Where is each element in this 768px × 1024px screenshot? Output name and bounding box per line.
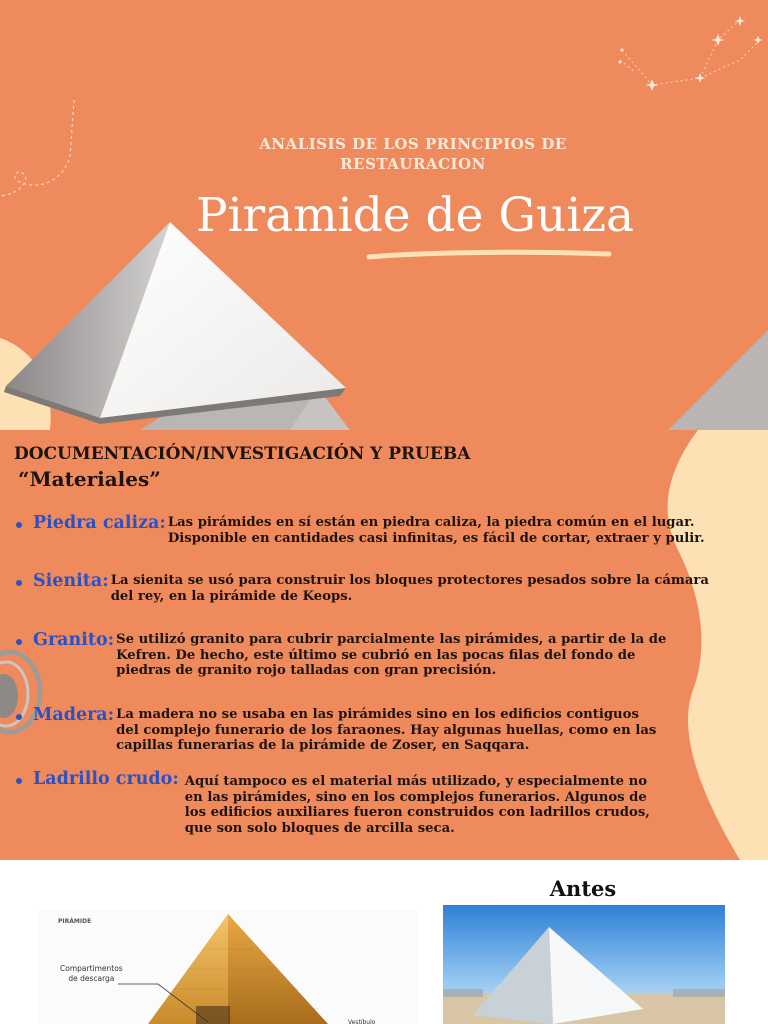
- subtitle-line-1: ANALISIS DE LOS PRINCIPIOS DE: [259, 135, 567, 153]
- diagram-label-right: Vestíbulo: [348, 1019, 376, 1024]
- material-item-madera: [16, 704, 656, 754]
- bullet-icon: [16, 714, 22, 720]
- pyramid-cross-section-diagram: [38, 910, 418, 1024]
- bullet-icon: [16, 580, 22, 586]
- material-term: Piedra caliza:: [33, 513, 166, 533]
- description-line: capillas funerarias de la pirámide de Zoser, en Saqqara.: [116, 738, 530, 753]
- material-term: Madera:: [33, 705, 115, 725]
- description-line: que son solo bloques de arcilla seca.: [184, 820, 455, 836]
- subtitle-line-2: RESTAURACION: [340, 155, 486, 173]
- stone-corner-shape: [668, 330, 768, 430]
- bullet-icon: [16, 778, 22, 784]
- description-line: piedras de granito rojo talladas con gran precisión.: [116, 663, 497, 678]
- description-line: en las pirámides, sino en los complejos funerarios. Algunos de: [184, 789, 647, 805]
- bullet-icon: [16, 639, 22, 645]
- section-heading: DOCUMENTACIÓN/INVESTIGACIÓN Y PRUEBA: [14, 444, 471, 464]
- title-underline-stroke: [366, 248, 612, 262]
- description-line: Se utilizó granito para cubrir parcialmente las pirámides, a partir de la de: [116, 632, 667, 647]
- material-item-granito: [16, 629, 666, 679]
- material-description: [168, 515, 705, 546]
- diagram-label-line: Compartimentos: [60, 964, 123, 973]
- material-description: [111, 573, 709, 604]
- materials-slide: [0, 430, 768, 860]
- description-line: La madera no se usaba en las pirámides sino en los edificios contiguos: [116, 707, 639, 722]
- material-item-sienita: [16, 570, 709, 604]
- material-description: [185, 774, 650, 836]
- material-term: Ladrillo crudo:: [33, 769, 179, 789]
- diagram-label: [60, 964, 123, 984]
- material-term: Granito:: [33, 630, 115, 650]
- description-line: La sienita se usó para construir los bloques protectores pesados sobre la cámara: [110, 573, 709, 588]
- antes-heading: Antes: [549, 876, 617, 901]
- description-line: Disponible en cantidades casi infinitas, es fácil de cortar, extraer y pulir.: [167, 530, 705, 546]
- section-subheading: “Materiales”: [18, 467, 161, 491]
- description-line: los edificios auxiliares fueron construidos con ladrillos crudos,: [184, 805, 650, 820]
- presentation-title: Piramide de Guiza: [195, 188, 635, 243]
- presentation-subtitle: [0, 134, 768, 174]
- material-item-piedra-caliza: [16, 512, 705, 546]
- constellation-decoration: [600, 0, 768, 100]
- title-slide: [0, 0, 768, 430]
- pyramid-photo: [443, 905, 725, 1024]
- comparison-slide: [0, 860, 768, 1024]
- diagram-title: PIRÁMIDE: [58, 918, 92, 925]
- bullet-icon: [16, 522, 22, 528]
- description-line: del rey, en la pirámide de Keops.: [110, 588, 353, 604]
- diagram-label-line: de descarga: [68, 974, 115, 983]
- material-description: [116, 707, 656, 754]
- description-line: del complejo funerario de los faraones. Hay algunas huellas, como en las: [116, 722, 657, 738]
- description-line: Kefren. De hecho, este último se cubrió en las pocas filas del fondo de: [116, 647, 636, 663]
- pyramid-image: [0, 218, 360, 430]
- material-description: [116, 632, 666, 679]
- material-item-ladrillo-crudo: [16, 768, 650, 836]
- description-line: Las pirámides en sí están en piedra caliza, la piedra común en el lugar.: [167, 515, 695, 530]
- material-term: Sienita:: [33, 571, 109, 591]
- description-line: Aquí tampoco es el material más utilizado, y especialmente no: [184, 774, 648, 789]
- diagram-pointer-line: [118, 982, 218, 1024]
